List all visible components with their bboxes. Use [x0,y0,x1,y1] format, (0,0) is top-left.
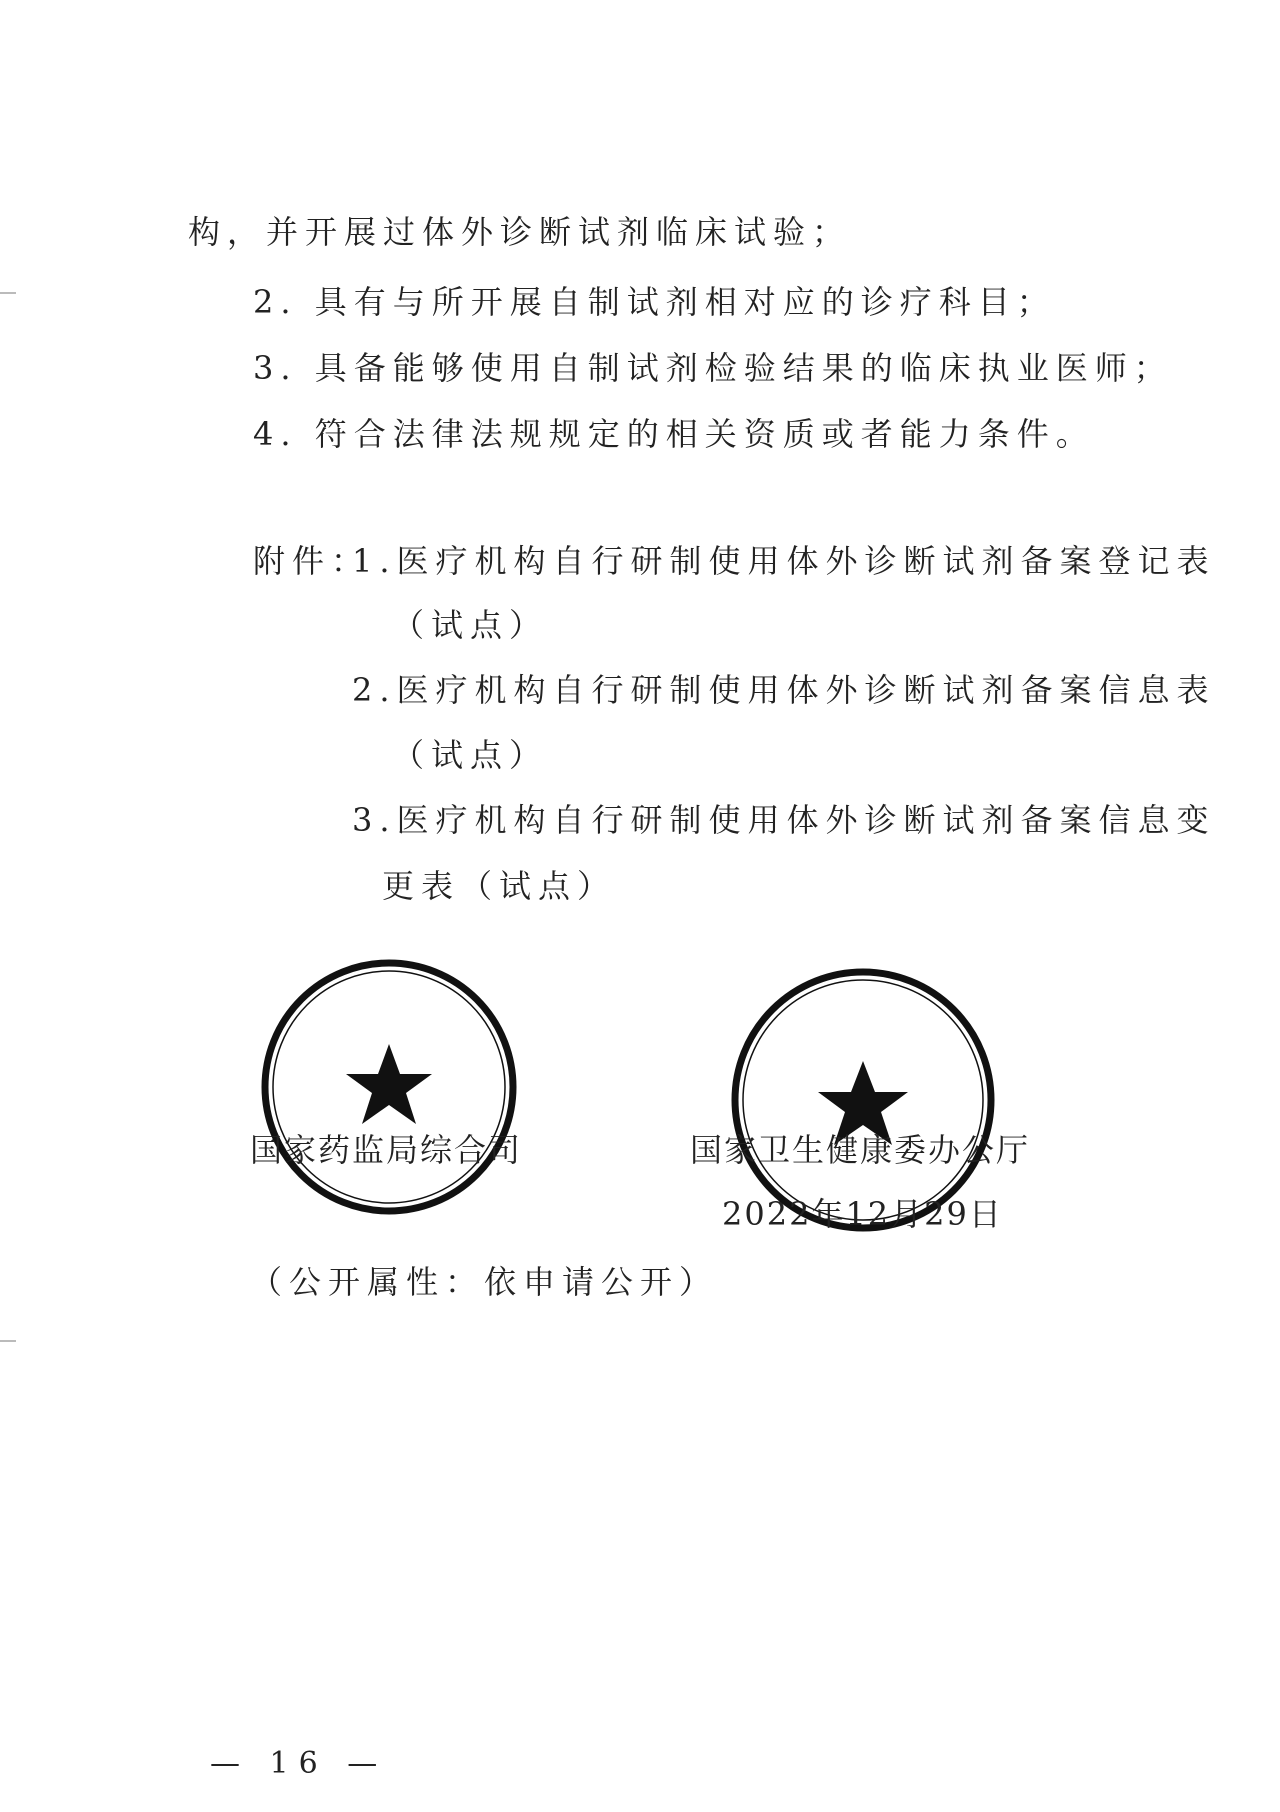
star-icon [346,1044,432,1124]
issue-date: 2022年12月29日 [722,1195,1003,1233]
attachment-3-line-2: 更表（试点） [382,867,617,905]
attachment-2-line-1: 2.医疗机构自行研制使用体外诊断试剂备案信息表 [352,671,1216,709]
attachment-3-line-1: 3.医疗机构自行研制使用体外诊断试剂备案信息变 [352,801,1216,839]
page-number: — 16 — [210,1746,388,1781]
body-line-2: 2. 具有与所开展自制试剂相对应的诊疗科目； [253,283,1056,321]
right-signatory: 国家卫生健康委办公厅 [690,1131,1031,1169]
disclosure-attribute: （公开属性：依申请公开） [250,1263,719,1301]
scan-edge-mark [0,1340,16,1342]
body-line-3: 3. 具备能够使用自制试剂检验结果的临床执业医师； [253,349,1173,387]
left-official-seal [258,956,520,1218]
attachment-2-line-2: （试点） [392,736,549,774]
attachments-label: 附件： [253,542,371,580]
attachment-1-line-2: （试点） [392,606,549,644]
attachment-1-line-1: 1.医疗机构自行研制使用体外诊断试剂备案登记表 [352,542,1216,580]
body-line-4: 4. 符合法律法规规定的相关资质或者能力条件。 [253,415,1095,453]
left-signatory: 国家药监局综合司 [250,1131,523,1169]
scan-edge-mark [0,292,16,294]
body-line-1: 构，并开展过体外诊断试剂临床试验； [188,213,852,251]
